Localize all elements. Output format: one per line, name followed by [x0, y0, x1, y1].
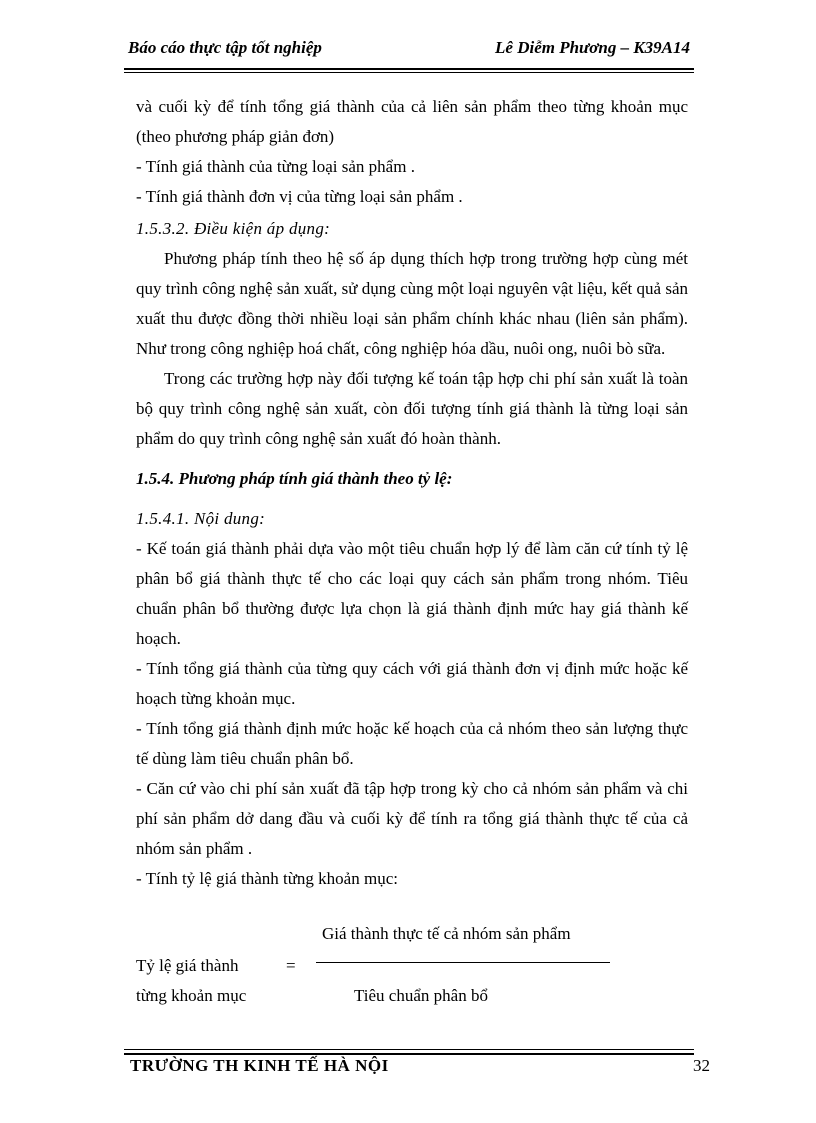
bullet-item: - Tính tổng giá thành định mức hoặc kế hoạch của cả nhóm theo sản lượng thực tế dùng làm tiêu chuẩn phân bổ.: [136, 719, 688, 768]
footer-rule-thin: [124, 1049, 694, 1050]
formula-numerator: Giá thành thực tế cả nhóm sản phẩm: [322, 924, 571, 943]
bullet-item: - Tính giá thành đơn vị của từng loại sản phẩm .: [136, 187, 463, 206]
formula-label-line2: từng khoản mục: [136, 986, 247, 1005]
formula-denominator: Tiêu chuẩn phân bổ: [354, 986, 488, 1005]
page-header: [128, 38, 690, 64]
header-report-title: Báo cáo thực tập tốt nghiệp: [128, 38, 322, 57]
bullet-item: - Căn cứ vào chi phí sản xuất đã tập hợp trong kỳ cho cả nhóm sản phẩm và chi phí sản phẩm dở dang đầu và cuối kỳ để tính ra tổng giá thành thực tế của cả nhóm sản phẩm .: [136, 779, 688, 858]
subsection-heading: 1.5.3.2. Điều kiện áp dụng:: [136, 219, 331, 238]
paragraph-continuation: và cuối kỳ để tính tổng giá thành của cả liên sản phẩm theo từng khoản mục (theo phương pháp giản đơn): [136, 97, 688, 146]
header-rule-thin: [124, 72, 694, 73]
footer-rule-thick: [124, 1053, 694, 1055]
header-rule-thick: [124, 68, 694, 70]
fraction-bar: [316, 962, 610, 963]
subsection-heading: 1.5.4.1. Nội dung:: [136, 509, 266, 528]
bullet-item: - Tính tỷ lệ giá thành từng khoản mục:: [136, 869, 398, 888]
formula-equals: =: [286, 956, 296, 975]
paragraph: Trong các trường hợp này đối tượng kế toán tập hợp chi phí sản xuất là toàn bộ quy trình công nghệ sản xuất, còn đối tượng tính giá thành là từng loại sản phẩm do quy trình công nghệ sản xuất đó hoàn thành.: [136, 369, 688, 448]
document-body: [136, 92, 688, 894]
formula-label-line1: Tỷ lệ giá thành: [136, 956, 239, 975]
bullet-item: - Tính giá thành của từng loại sản phẩm .: [136, 157, 415, 176]
footer-school-name: TRƯỜNG TH KINH TẾ HÀ NỘI: [130, 1056, 389, 1075]
page-number: 32: [693, 1056, 710, 1075]
paragraph: Phương pháp tính theo hệ số áp dụng thích hợp trong trường hợp cùng mét quy trình công nghệ sản xuất, sử dụng cùng một loại nguyên vật liệu, kết quả sản xuất thu được đồng thời nhiều loại sản phẩm chính khác nhau (liên sản phẩm). Như trong công nghiệp hoá chất, công nghiệp hóa dầu, nuôi ong, nuôi bò sữa.: [136, 249, 688, 358]
bullet-item: - Kế toán giá thành phải dựa vào một tiêu chuẩn hợp lý để làm căn cứ tính tỷ lệ phân bổ giá thành thực tế cho các loại quy cách sản phẩm trong nhóm. Tiêu chuẩn phân bổ thường được lựa chọn là giá thành định mức hay giá thành kế hoạch.: [136, 539, 688, 648]
page-footer: [130, 1056, 710, 1082]
ratio-formula: [136, 924, 696, 1024]
header-author: Lê Diễm Phương – K39A14: [495, 38, 690, 57]
bullet-item: - Tính tổng giá thành của từng quy cách với giá thành đơn vị định mức hoặc kế hoạch từng khoản mục.: [136, 659, 688, 708]
section-heading: 1.5.4. Phương pháp tính giá thành theo tỷ lệ:: [136, 469, 453, 488]
